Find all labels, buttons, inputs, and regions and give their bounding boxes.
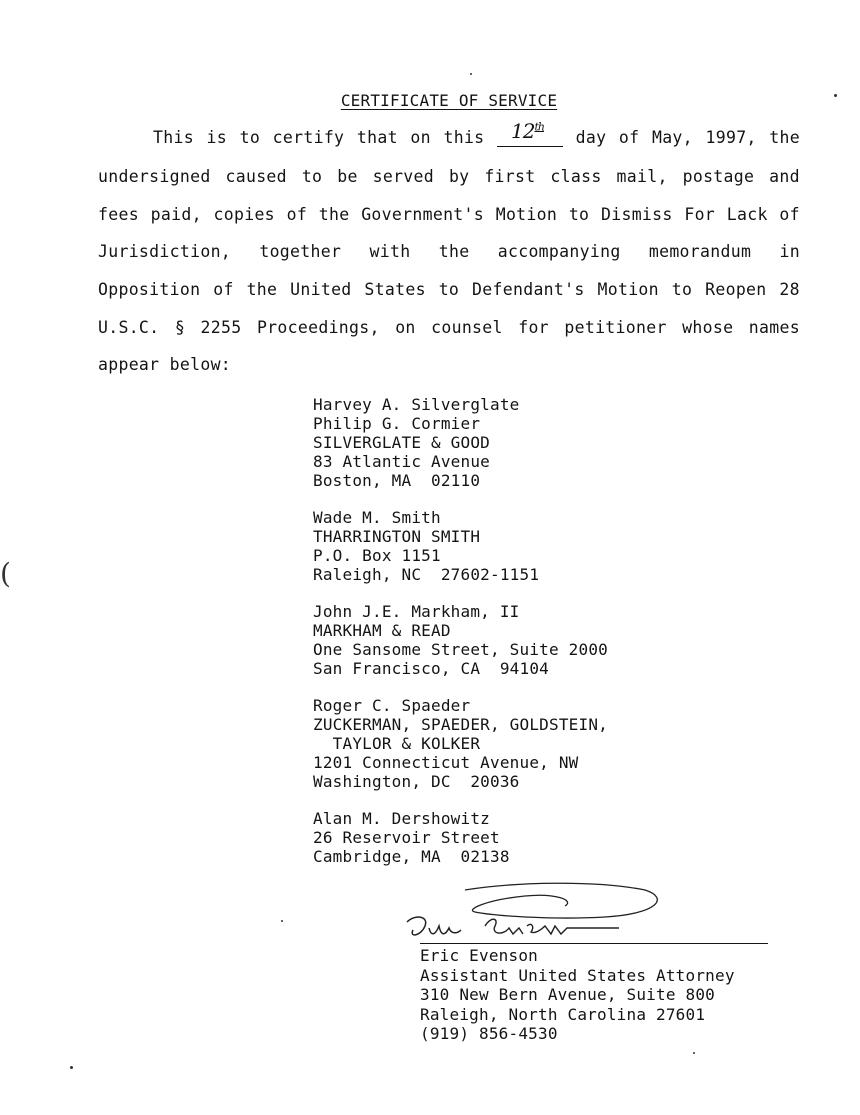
- signature-line: [420, 943, 768, 944]
- address-line: TAYLOR & KOLKER: [313, 734, 481, 753]
- body-word: 2255: [200, 318, 242, 337]
- body-word: United: [290, 280, 352, 299]
- body-word: of: [213, 280, 234, 299]
- body-line-1: [153, 119, 800, 147]
- address-line: P.O. Box 1151: [313, 546, 441, 565]
- body-word: petitioner: [564, 318, 667, 337]
- body-word: first: [484, 167, 536, 186]
- address-line: Boston, MA 02110: [313, 471, 481, 490]
- handwritten-day-suffix: th: [534, 120, 544, 134]
- body-word: the: [246, 280, 278, 299]
- body-word: This: [153, 128, 194, 147]
- signer-address-1: 310 New Bern Avenue, Suite 800: [420, 985, 715, 1004]
- body-word: to: [671, 280, 693, 299]
- address-line: 83 Atlantic Avenue: [313, 452, 490, 471]
- body-word: 1997,: [705, 128, 757, 147]
- address-line: One Sansome Street, Suite 2000: [313, 640, 608, 659]
- body-word: this: [443, 128, 485, 147]
- body-word: of: [779, 205, 800, 224]
- body-word: 28: [779, 280, 800, 299]
- body-word: on: [395, 318, 416, 337]
- body-line-6: [98, 318, 800, 337]
- body-word: States: [364, 280, 426, 299]
- body-word: copies: [213, 205, 275, 224]
- body-word: memorandum: [648, 242, 752, 261]
- body-word: that: [356, 128, 398, 147]
- body-word: certify: [272, 128, 345, 147]
- handwritten-day-number: 12: [511, 119, 535, 143]
- recipient-address-block: [313, 395, 608, 490]
- body-word: undersigned: [98, 167, 211, 186]
- body-word: fees: [98, 205, 139, 224]
- body-word: Proceedings,: [256, 318, 380, 337]
- recipient-address-block: [313, 809, 608, 866]
- body-word: Motion: [495, 205, 558, 224]
- body-word: names: [748, 318, 800, 337]
- body-word: to: [438, 280, 460, 299]
- body-word: Defendant's: [472, 280, 585, 299]
- address-line: Wade M. Smith: [313, 508, 441, 527]
- body-word: the: [769, 128, 800, 147]
- body-line-3: [98, 205, 800, 224]
- handwritten-signature: [395, 876, 675, 946]
- body-word: Jurisdiction,: [98, 242, 232, 261]
- recipient-list: [313, 395, 608, 884]
- body-word: May,: [651, 128, 693, 147]
- address-line: 26 Reservoir Street: [313, 828, 500, 847]
- body-word: whose: [682, 318, 734, 337]
- body-word: by: [448, 167, 470, 186]
- body-word: Lack: [726, 205, 768, 224]
- signer-title: Assistant United States Attorney: [420, 965, 735, 985]
- body-word: caused: [225, 167, 287, 186]
- address-line: THARRINGTON SMITH: [313, 527, 481, 546]
- address-line: SILVERGLATE & GOOD: [313, 433, 490, 452]
- address-line: Roger C. Spaeder: [313, 696, 471, 715]
- body-word: and: [769, 167, 800, 186]
- body-word: paid,: [150, 205, 202, 224]
- signer-address-2: Raleigh, North Carolina 27601: [420, 1004, 706, 1024]
- recipient-address-block: [313, 696, 608, 791]
- scan-speck: [470, 73, 472, 75]
- body-word: Reopen: [705, 280, 767, 299]
- address-line: Cambridge, MA 02138: [313, 847, 510, 866]
- body-line-4: [98, 242, 800, 261]
- body-word: U.S.C.: [98, 318, 160, 337]
- body-word: together: [259, 242, 342, 261]
- body-word: §: [174, 318, 186, 337]
- recipient-address-block: [313, 508, 608, 584]
- body-word: Motion: [597, 280, 659, 299]
- signer-name: Eric Evenson: [420, 946, 538, 965]
- body-word: Opposition: [98, 280, 201, 299]
- address-line: Harvey A. Silverglate: [313, 395, 520, 414]
- body-word: the: [318, 205, 350, 224]
- address-line: Philip G. Cormier: [313, 414, 481, 433]
- address-line: Alan M. Dershowitz: [313, 809, 490, 828]
- body-word: postage: [682, 167, 755, 186]
- body-word: of: [618, 128, 640, 147]
- body-word: accompanying: [497, 242, 621, 261]
- signer-phone: (919) 856-4530: [420, 1024, 558, 1043]
- body-word: of: [286, 205, 308, 224]
- body-line-5: [98, 280, 800, 299]
- address-line: ZUCKERMAN, SPAEDER, GOLDSTEIN,: [313, 715, 608, 734]
- scan-speck: [70, 1066, 73, 1069]
- address-line: Washington, DC 20036: [313, 772, 520, 791]
- address-line: Raleigh, NC 27602-1151: [313, 565, 540, 584]
- body-line-2: [98, 167, 800, 186]
- body-word: mail,: [616, 167, 668, 186]
- scan-mark-paren: (: [0, 557, 11, 590]
- handwritten-day: [511, 119, 544, 143]
- scan-speck: [834, 94, 837, 97]
- body-word: in: [779, 242, 800, 261]
- body-word: to: [301, 167, 323, 186]
- body-word: counsel: [431, 318, 503, 337]
- address-line: San Francisco, CA 94104: [313, 659, 549, 678]
- body-word: for: [518, 318, 549, 337]
- address-line: 1201 Connecticut Avenue, NW: [313, 753, 579, 772]
- scan-speck: [693, 1052, 695, 1054]
- signer-block: [420, 946, 735, 1044]
- body-word: is: [206, 128, 227, 147]
- body-word: Government's: [361, 205, 485, 224]
- body-line-7: appear below:: [98, 355, 232, 374]
- body-word: class: [550, 167, 602, 186]
- body-word: Dismiss: [601, 205, 673, 224]
- body-word: to: [568, 205, 590, 224]
- body-word: to: [239, 128, 261, 147]
- document-title: CERTIFICATE OF SERVICE: [340, 91, 558, 110]
- date-blank: [497, 119, 563, 147]
- address-line: MARKHAM & READ: [313, 621, 451, 640]
- body-word: served: [372, 167, 435, 186]
- address-line: John J.E. Markham, II: [313, 602, 520, 621]
- recipient-address-block: [313, 602, 608, 678]
- body-word: For: [684, 205, 716, 224]
- body-word: on: [410, 128, 431, 147]
- body-word: the: [438, 242, 470, 261]
- body-word: day: [575, 128, 607, 147]
- body-word: be: [337, 167, 358, 186]
- scan-speck: [281, 920, 283, 922]
- body-word: with: [369, 242, 411, 261]
